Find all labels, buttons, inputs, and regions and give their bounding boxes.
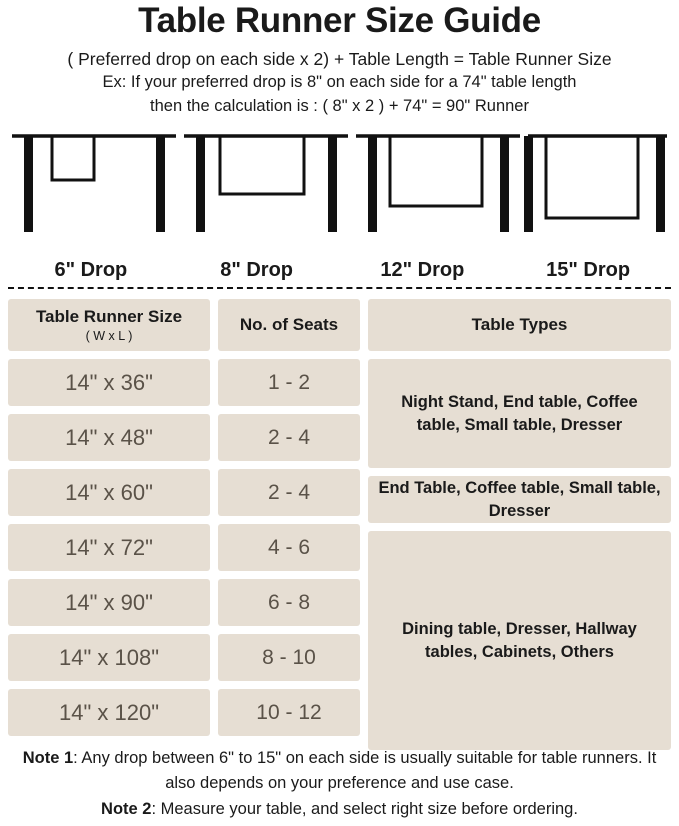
- note-1-text: : Any drop between 6" to 15" on each side is usually suitable for table runners. It also depends on your preference and use case.: [73, 748, 657, 792]
- table-row: 14" x 48": [8, 414, 210, 461]
- size-column-header: [8, 299, 210, 351]
- note-1: [8, 746, 671, 796]
- note-2-label: Note 2: [101, 800, 152, 819]
- infographic-page: [0, 2, 679, 826]
- table-row: 2 - 4: [218, 469, 360, 516]
- example-line-2: then the calculation is : ( 8" x 2 ) + 74" = 90" Runner: [150, 96, 529, 115]
- types-column-header: [368, 299, 671, 351]
- formula-line: ( Preferred drop on each side x 2) + Table Length = Table Runner Size: [67, 48, 612, 69]
- note-2: [8, 797, 671, 822]
- table-row: End Table, Coffee table, Small table, Dresser: [368, 476, 671, 523]
- seats-column-header: [218, 299, 360, 351]
- types-column: [368, 299, 671, 758]
- table-row: 14" x 36": [8, 359, 210, 406]
- table-row: Dining table, Dresser, Hallway tables, Cabinets, Others: [368, 531, 671, 750]
- table-row: 8 - 10: [218, 634, 360, 681]
- drop-label-8: 8" Drop: [220, 259, 294, 282]
- table-row: 14" x 108": [8, 634, 210, 681]
- table-row: 14" x 90": [8, 579, 210, 626]
- table-row: 6 - 8: [218, 579, 360, 626]
- page-title: Table Runner Size Guide: [138, 1, 541, 40]
- drop-label-12: 12" Drop: [380, 259, 465, 282]
- table-row: 14" x 72": [8, 524, 210, 571]
- table-row: 14" x 120": [8, 689, 210, 736]
- size-column-header-label: Table Runner Size: [35, 307, 183, 327]
- seats-column: [218, 299, 360, 758]
- note-1-label: Note 1: [22, 748, 74, 767]
- seats-column-header-label: No. of Seats: [239, 315, 339, 335]
- table-row: Night Stand, End table, Coffee table, Small table, Dresser: [368, 359, 671, 468]
- size-table: [8, 299, 671, 758]
- drop-diagram-svg: [8, 128, 671, 246]
- example-line-1: Ex: If your preferred drop is 8" on each side for a 74" table length: [102, 73, 577, 92]
- table-row: 10 - 12: [218, 689, 360, 736]
- size-column-header-sub: ( W x L ): [85, 329, 133, 344]
- notes-section: [8, 746, 671, 824]
- table-row: 4 - 6: [218, 524, 360, 571]
- table-row: 1 - 2: [218, 359, 360, 406]
- drop-label-6: 6" Drop: [54, 259, 128, 282]
- size-column: [8, 299, 210, 758]
- types-column-header-label: Table Types: [471, 315, 568, 335]
- note-2-text: : Measure your table, and select right size before ordering.: [151, 800, 578, 819]
- drop-label-15: 15" Drop: [546, 259, 631, 282]
- table-row: 14" x 60": [8, 469, 210, 516]
- table-row: 2 - 4: [218, 414, 360, 461]
- drop-label-row: [8, 259, 671, 289]
- drop-diagram: [8, 128, 671, 258]
